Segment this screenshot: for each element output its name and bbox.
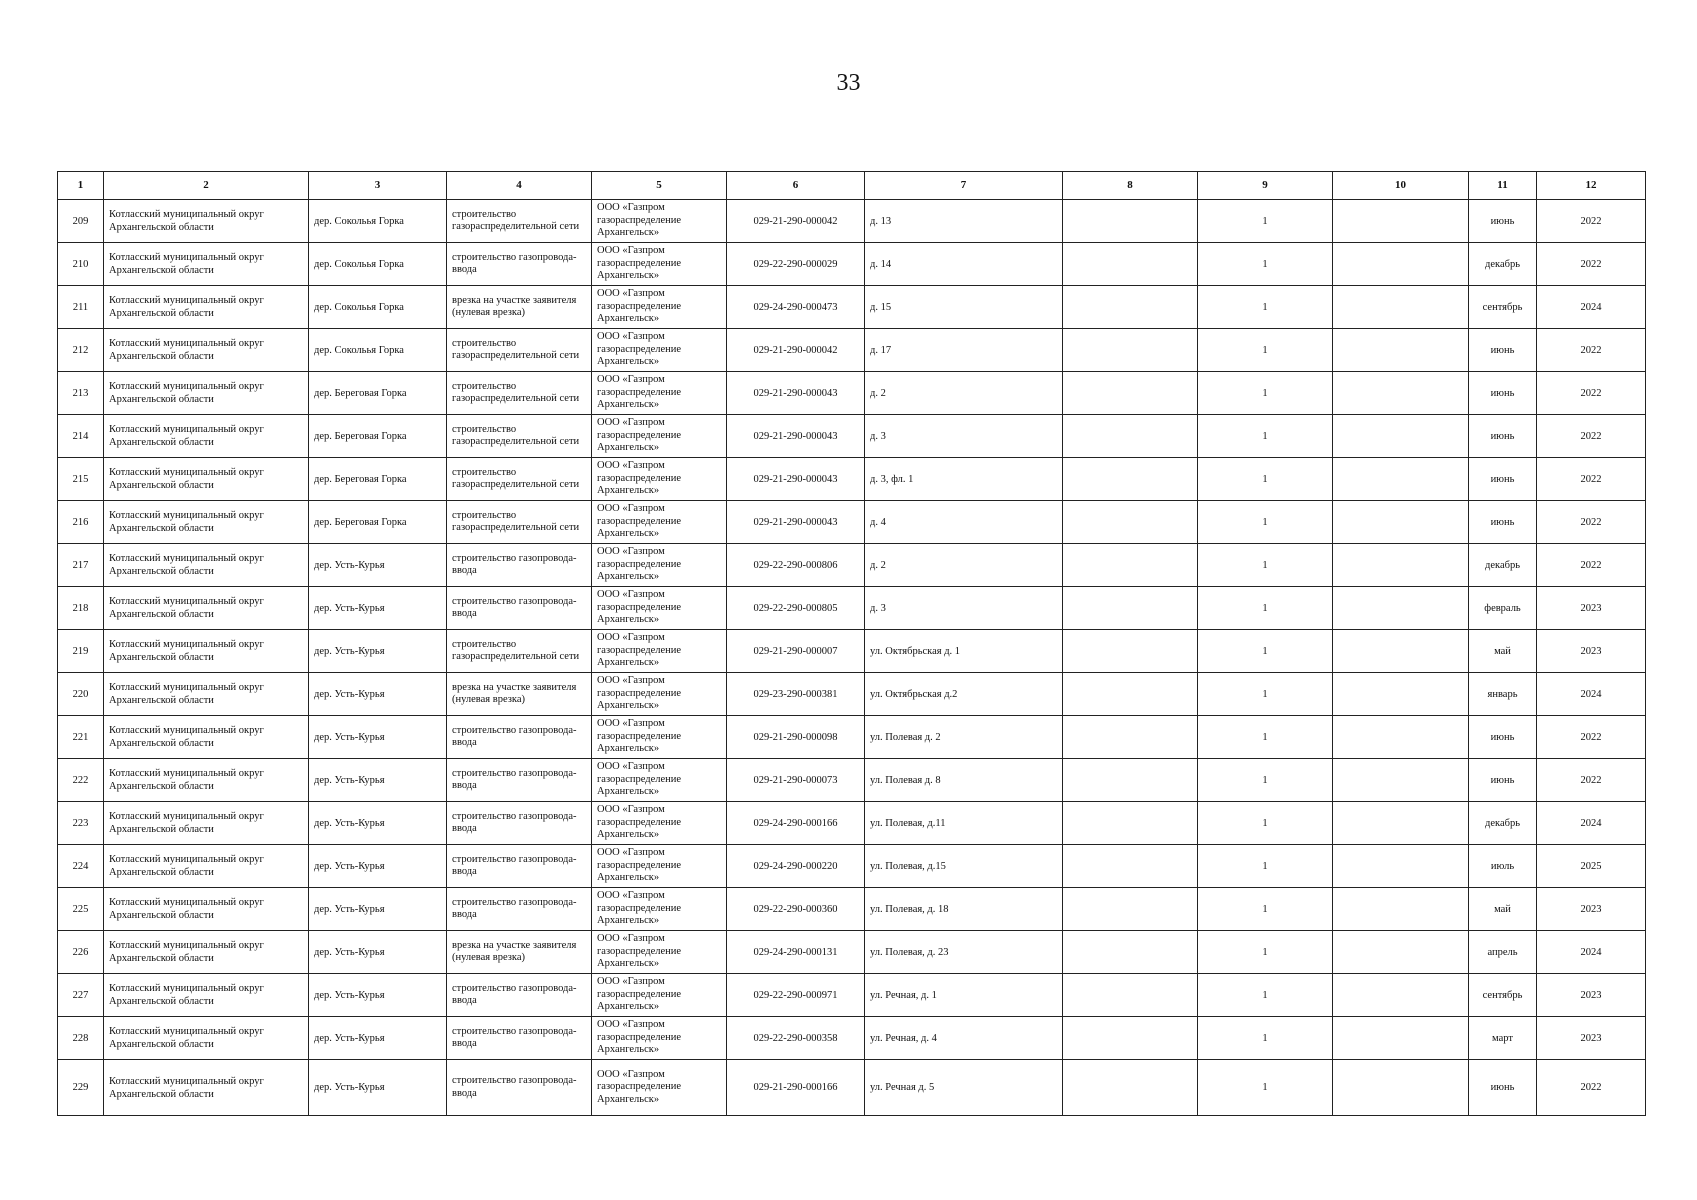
locality-cell: дер. Сокольья Горка	[309, 200, 447, 243]
organization-cell: ООО «Газпром газораспределение Архангельск»	[592, 458, 727, 501]
column-header-6: 6	[727, 172, 865, 200]
address-cell: ул. Полевая, д.11	[865, 802, 1063, 845]
year-cell: 2022	[1537, 415, 1646, 458]
quantity-cell: 1	[1198, 802, 1333, 845]
month-cell: февраль	[1469, 587, 1537, 630]
locality-cell: дер. Сокольья Горка	[309, 286, 447, 329]
month-cell: июнь	[1469, 501, 1537, 544]
organization-cell: ООО «Газпром газораспределение Архангельск»	[592, 200, 727, 243]
address-cell: д. 2	[865, 544, 1063, 587]
month-cell: июнь	[1469, 329, 1537, 372]
year-cell: 2022	[1537, 329, 1646, 372]
work-type-cell: врезка на участке заявителя (нулевая врезка)	[447, 931, 592, 974]
table-row	[58, 845, 1646, 888]
organization-cell: ООО «Газпром газораспределение Архангельск»	[592, 243, 727, 286]
column-8-cell	[1063, 458, 1198, 501]
column-8-cell	[1063, 673, 1198, 716]
district-cell: Котласский муниципальный округ Архангельской области	[104, 673, 309, 716]
contract-code-cell: 029-22-290-000971	[727, 974, 865, 1017]
contract-code-cell: 029-22-290-000805	[727, 587, 865, 630]
organization-cell: ООО «Газпром газораспределение Архангельск»	[592, 630, 727, 673]
row-number: 228	[58, 1017, 104, 1060]
address-cell: ул. Полевая д. 8	[865, 759, 1063, 802]
locality-cell: дер. Береговая Горка	[309, 501, 447, 544]
column-header-5: 5	[592, 172, 727, 200]
table-row	[58, 974, 1646, 1017]
column-10-cell	[1333, 931, 1469, 974]
district-cell: Котласский муниципальный округ Архангельской области	[104, 1060, 309, 1116]
organization-cell: ООО «Газпром газораспределение Архангельск»	[592, 716, 727, 759]
row-number: 218	[58, 587, 104, 630]
contract-code-cell: 029-21-290-000043	[727, 415, 865, 458]
row-number: 224	[58, 845, 104, 888]
table-body	[58, 200, 1646, 1116]
column-10-cell	[1333, 544, 1469, 587]
table-row	[58, 931, 1646, 974]
year-cell: 2023	[1537, 1017, 1646, 1060]
organization-cell: ООО «Газпром газораспределение Архангельск»	[592, 501, 727, 544]
month-cell: сентябрь	[1469, 974, 1537, 1017]
month-cell: декабрь	[1469, 802, 1537, 845]
year-cell: 2022	[1537, 501, 1646, 544]
district-cell: Котласский муниципальный округ Архангельской области	[104, 802, 309, 845]
work-type-cell: строительство газораспределительной сети	[447, 501, 592, 544]
row-number: 227	[58, 974, 104, 1017]
month-cell: март	[1469, 1017, 1537, 1060]
organization-cell: ООО «Газпром газораспределение Архангельск»	[592, 673, 727, 716]
table-row	[58, 501, 1646, 544]
year-cell: 2024	[1537, 286, 1646, 329]
month-cell: декабрь	[1469, 544, 1537, 587]
locality-cell: дер. Усть-Курья	[309, 802, 447, 845]
column-8-cell	[1063, 200, 1198, 243]
district-cell: Котласский муниципальный округ Архангельской области	[104, 587, 309, 630]
table-row	[58, 458, 1646, 501]
district-cell: Котласский муниципальный округ Архангельской области	[104, 415, 309, 458]
month-cell: июль	[1469, 845, 1537, 888]
district-cell: Котласский муниципальный округ Архангельской области	[104, 372, 309, 415]
organization-cell: ООО «Газпром газораспределение Архангельск»	[592, 1060, 727, 1116]
contract-code-cell: 029-22-290-000358	[727, 1017, 865, 1060]
row-number: 220	[58, 673, 104, 716]
district-cell: Котласский муниципальный округ Архангельской области	[104, 329, 309, 372]
column-10-cell	[1333, 200, 1469, 243]
column-10-cell	[1333, 243, 1469, 286]
district-cell: Котласский муниципальный округ Архангельской области	[104, 931, 309, 974]
column-8-cell	[1063, 759, 1198, 802]
contract-code-cell: 029-24-290-000220	[727, 845, 865, 888]
month-cell: апрель	[1469, 931, 1537, 974]
locality-cell: дер. Усть-Курья	[309, 1060, 447, 1116]
column-8-cell	[1063, 587, 1198, 630]
column-10-cell	[1333, 286, 1469, 329]
district-cell: Котласский муниципальный округ Архангельской области	[104, 286, 309, 329]
column-10-cell	[1333, 802, 1469, 845]
organization-cell: ООО «Газпром газораспределение Архангельск»	[592, 587, 727, 630]
table-row	[58, 243, 1646, 286]
month-cell: июнь	[1469, 759, 1537, 802]
column-8-cell	[1063, 845, 1198, 888]
month-cell: июнь	[1469, 458, 1537, 501]
address-cell: д. 3, фл. 1	[865, 458, 1063, 501]
month-cell: май	[1469, 888, 1537, 931]
locality-cell: дер. Усть-Курья	[309, 1017, 447, 1060]
locality-cell: дер. Береговая Горка	[309, 372, 447, 415]
year-cell: 2022	[1537, 458, 1646, 501]
district-cell: Котласский муниципальный округ Архангельской области	[104, 501, 309, 544]
column-8-cell	[1063, 329, 1198, 372]
contract-code-cell: 029-21-290-000042	[727, 329, 865, 372]
year-cell: 2023	[1537, 630, 1646, 673]
column-10-cell	[1333, 1017, 1469, 1060]
row-number: 214	[58, 415, 104, 458]
column-8-cell	[1063, 243, 1198, 286]
address-cell: д. 14	[865, 243, 1063, 286]
column-header-9: 9	[1198, 172, 1333, 200]
year-cell: 2022	[1537, 372, 1646, 415]
organization-cell: ООО «Газпром газораспределение Архангельск»	[592, 415, 727, 458]
row-number: 210	[58, 243, 104, 286]
district-cell: Котласский муниципальный округ Архангельской области	[104, 888, 309, 931]
month-cell: май	[1469, 630, 1537, 673]
address-cell: д. 3	[865, 415, 1063, 458]
year-cell: 2023	[1537, 888, 1646, 931]
column-8-cell	[1063, 1017, 1198, 1060]
table-row	[58, 1017, 1646, 1060]
table-row	[58, 372, 1646, 415]
month-cell: июнь	[1469, 372, 1537, 415]
quantity-cell: 1	[1198, 415, 1333, 458]
quantity-cell: 1	[1198, 544, 1333, 587]
work-type-cell: строительство газопровода-ввода	[447, 587, 592, 630]
column-8-cell	[1063, 286, 1198, 329]
quantity-cell: 1	[1198, 931, 1333, 974]
row-number: 221	[58, 716, 104, 759]
district-cell: Котласский муниципальный округ Архангельской области	[104, 845, 309, 888]
column-8-cell	[1063, 1060, 1198, 1116]
quantity-cell: 1	[1198, 630, 1333, 673]
column-8-cell	[1063, 544, 1198, 587]
year-cell: 2022	[1537, 1060, 1646, 1116]
table-row	[58, 888, 1646, 931]
work-type-cell: строительство газопровода-ввода	[447, 888, 592, 931]
locality-cell: дер. Сокольья Горка	[309, 329, 447, 372]
row-number: 209	[58, 200, 104, 243]
locality-cell: дер. Усть-Курья	[309, 759, 447, 802]
work-type-cell: строительство газопровода-ввода	[447, 974, 592, 1017]
column-10-cell	[1333, 372, 1469, 415]
table-row	[58, 286, 1646, 329]
row-number: 222	[58, 759, 104, 802]
district-cell: Котласский муниципальный округ Архангельской области	[104, 1017, 309, 1060]
year-cell: 2022	[1537, 243, 1646, 286]
work-type-cell: строительство газораспределительной сети	[447, 200, 592, 243]
quantity-cell: 1	[1198, 888, 1333, 931]
year-cell: 2024	[1537, 931, 1646, 974]
work-type-cell: строительство газопровода-ввода	[447, 243, 592, 286]
address-cell: д. 17	[865, 329, 1063, 372]
column-8-cell	[1063, 716, 1198, 759]
organization-cell: ООО «Газпром газораспределение Архангельск»	[592, 329, 727, 372]
row-number: 212	[58, 329, 104, 372]
table-row	[58, 716, 1646, 759]
address-cell: ул. Октябрьская д.2	[865, 673, 1063, 716]
work-type-cell: строительство газопровода-ввода	[447, 845, 592, 888]
column-header-12: 12	[1537, 172, 1646, 200]
locality-cell: дер. Усть-Курья	[309, 587, 447, 630]
row-number: 225	[58, 888, 104, 931]
month-cell: июнь	[1469, 200, 1537, 243]
row-number: 217	[58, 544, 104, 587]
address-cell: д. 13	[865, 200, 1063, 243]
year-cell: 2023	[1537, 974, 1646, 1017]
contract-code-cell: 029-21-290-000043	[727, 501, 865, 544]
organization-cell: ООО «Газпром газораспределение Архангельск»	[592, 845, 727, 888]
month-cell: сентябрь	[1469, 286, 1537, 329]
organization-cell: ООО «Газпром газораспределение Архангельск»	[592, 759, 727, 802]
column-10-cell	[1333, 329, 1469, 372]
column-8-cell	[1063, 802, 1198, 845]
table-row	[58, 544, 1646, 587]
contract-code-cell: 029-22-290-000360	[727, 888, 865, 931]
district-cell: Котласский муниципальный округ Архангельской области	[104, 544, 309, 587]
column-10-cell	[1333, 974, 1469, 1017]
table-row	[58, 759, 1646, 802]
work-type-cell: строительство газопровода-ввода	[447, 1060, 592, 1116]
table-row	[58, 587, 1646, 630]
row-number: 219	[58, 630, 104, 673]
work-type-cell: строительство газораспределительной сети	[447, 458, 592, 501]
header-row	[58, 172, 1646, 200]
locality-cell: дер. Усть-Курья	[309, 716, 447, 759]
month-cell: июнь	[1469, 415, 1537, 458]
row-number: 216	[58, 501, 104, 544]
column-10-cell	[1333, 673, 1469, 716]
row-number: 211	[58, 286, 104, 329]
quantity-cell: 1	[1198, 200, 1333, 243]
quantity-cell: 1	[1198, 673, 1333, 716]
address-cell: д. 2	[865, 372, 1063, 415]
organization-cell: ООО «Газпром газораспределение Архангельск»	[592, 974, 727, 1017]
work-type-cell: строительство газопровода-ввода	[447, 544, 592, 587]
contract-code-cell: 029-21-290-000073	[727, 759, 865, 802]
locality-cell: дер. Усть-Курья	[309, 974, 447, 1017]
quantity-cell: 1	[1198, 587, 1333, 630]
contract-code-cell: 029-21-290-000042	[727, 200, 865, 243]
district-cell: Котласский муниципальный округ Архангельской области	[104, 200, 309, 243]
month-cell: декабрь	[1469, 243, 1537, 286]
locality-cell: дер. Усть-Курья	[309, 931, 447, 974]
table-row	[58, 415, 1646, 458]
contract-code-cell: 029-21-290-000098	[727, 716, 865, 759]
district-cell: Котласский муниципальный округ Архангельской области	[104, 759, 309, 802]
organization-cell: ООО «Газпром газораспределение Архангельск»	[592, 931, 727, 974]
column-10-cell	[1333, 759, 1469, 802]
district-cell: Котласский муниципальный округ Архангельской области	[104, 974, 309, 1017]
year-cell: 2022	[1537, 200, 1646, 243]
work-type-cell: строительство газопровода-ввода	[447, 802, 592, 845]
table-row	[58, 673, 1646, 716]
organization-cell: ООО «Газпром газораспределение Архангельск»	[592, 888, 727, 931]
row-number: 223	[58, 802, 104, 845]
table-row	[58, 329, 1646, 372]
address-cell: ул. Полевая, д. 23	[865, 931, 1063, 974]
table-row	[58, 200, 1646, 243]
column-8-cell	[1063, 931, 1198, 974]
register-table	[57, 171, 1646, 1116]
contract-code-cell: 029-21-290-000007	[727, 630, 865, 673]
table-row	[58, 802, 1646, 845]
locality-cell: дер. Береговая Горка	[309, 458, 447, 501]
work-type-cell: врезка на участке заявителя (нулевая врезка)	[447, 286, 592, 329]
column-10-cell	[1333, 587, 1469, 630]
locality-cell: дер. Усть-Курья	[309, 673, 447, 716]
row-number: 229	[58, 1060, 104, 1116]
table-row	[58, 1060, 1646, 1116]
column-8-cell	[1063, 888, 1198, 931]
column-header-1: 1	[58, 172, 104, 200]
column-8-cell	[1063, 372, 1198, 415]
quantity-cell: 1	[1198, 243, 1333, 286]
month-cell: июнь	[1469, 1060, 1537, 1116]
contract-code-cell: 029-23-290-000381	[727, 673, 865, 716]
quantity-cell: 1	[1198, 329, 1333, 372]
column-10-cell	[1333, 458, 1469, 501]
month-cell: июнь	[1469, 716, 1537, 759]
column-10-cell	[1333, 501, 1469, 544]
organization-cell: ООО «Газпром газораспределение Архангельск»	[592, 1017, 727, 1060]
organization-cell: ООО «Газпром газораспределение Архангельск»	[592, 544, 727, 587]
locality-cell: дер. Сокольья Горка	[309, 243, 447, 286]
quantity-cell: 1	[1198, 845, 1333, 888]
column-10-cell	[1333, 845, 1469, 888]
column-header-4: 4	[447, 172, 592, 200]
column-10-cell	[1333, 630, 1469, 673]
year-cell: 2024	[1537, 673, 1646, 716]
work-type-cell: врезка на участке заявителя (нулевая врезка)	[447, 673, 592, 716]
year-cell: 2023	[1537, 587, 1646, 630]
quantity-cell: 1	[1198, 372, 1333, 415]
quantity-cell: 1	[1198, 501, 1333, 544]
organization-cell: ООО «Газпром газораспределение Архангельск»	[592, 802, 727, 845]
quantity-cell: 1	[1198, 974, 1333, 1017]
quantity-cell: 1	[1198, 759, 1333, 802]
quantity-cell: 1	[1198, 458, 1333, 501]
page-number: 33	[836, 70, 861, 96]
locality-cell: дер. Усть-Курья	[309, 845, 447, 888]
column-8-cell	[1063, 415, 1198, 458]
year-cell: 2022	[1537, 544, 1646, 587]
organization-cell: ООО «Газпром газораспределение Архангельск»	[592, 286, 727, 329]
row-number: 215	[58, 458, 104, 501]
locality-cell: дер. Усть-Курья	[309, 630, 447, 673]
column-8-cell	[1063, 630, 1198, 673]
address-cell: ул. Речная, д. 4	[865, 1017, 1063, 1060]
work-type-cell: строительство газораспределительной сети	[447, 372, 592, 415]
contract-code-cell: 029-21-290-000166	[727, 1060, 865, 1116]
district-cell: Котласский муниципальный округ Архангельской области	[104, 243, 309, 286]
address-cell: ул. Полевая д. 2	[865, 716, 1063, 759]
address-cell: д. 4	[865, 501, 1063, 544]
district-cell: Котласский муниципальный округ Архангельской области	[104, 630, 309, 673]
column-8-cell	[1063, 974, 1198, 1017]
column-header-3: 3	[309, 172, 447, 200]
column-10-cell	[1333, 415, 1469, 458]
work-type-cell: строительство газопровода-ввода	[447, 759, 592, 802]
column-10-cell	[1333, 716, 1469, 759]
contract-code-cell: 029-21-290-000043	[727, 458, 865, 501]
work-type-cell: строительство газораспределительной сети	[447, 415, 592, 458]
address-cell: д. 15	[865, 286, 1063, 329]
column-header-2: 2	[104, 172, 309, 200]
quantity-cell: 1	[1198, 286, 1333, 329]
address-cell: ул. Речная д. 5	[865, 1060, 1063, 1116]
work-type-cell: строительство газопровода-ввода	[447, 1017, 592, 1060]
column-10-cell	[1333, 888, 1469, 931]
column-10-cell	[1333, 1060, 1469, 1116]
column-header-7: 7	[865, 172, 1063, 200]
table-row	[58, 630, 1646, 673]
month-cell: январь	[1469, 673, 1537, 716]
address-cell: ул. Полевая, д.15	[865, 845, 1063, 888]
district-cell: Котласский муниципальный округ Архангельской области	[104, 716, 309, 759]
column-8-cell	[1063, 501, 1198, 544]
year-cell: 2022	[1537, 716, 1646, 759]
year-cell: 2022	[1537, 759, 1646, 802]
quantity-cell: 1	[1198, 716, 1333, 759]
column-header-8: 8	[1063, 172, 1198, 200]
year-cell: 2024	[1537, 802, 1646, 845]
contract-code-cell: 029-21-290-000043	[727, 372, 865, 415]
locality-cell: дер. Усть-Курья	[309, 544, 447, 587]
organization-cell: ООО «Газпром газораспределение Архангельск»	[592, 372, 727, 415]
quantity-cell: 1	[1198, 1060, 1333, 1116]
district-cell: Котласский муниципальный округ Архангельской области	[104, 458, 309, 501]
contract-code-cell: 029-24-290-000131	[727, 931, 865, 974]
contract-code-cell: 029-24-290-000166	[727, 802, 865, 845]
address-cell: д. 3	[865, 587, 1063, 630]
column-header-10: 10	[1333, 172, 1469, 200]
contract-code-cell: 029-24-290-000473	[727, 286, 865, 329]
address-cell: ул. Полевая, д. 18	[865, 888, 1063, 931]
column-header-11: 11	[1469, 172, 1537, 200]
locality-cell: дер. Усть-Курья	[309, 888, 447, 931]
work-type-cell: строительство газопровода-ввода	[447, 716, 592, 759]
row-number: 213	[58, 372, 104, 415]
quantity-cell: 1	[1198, 1017, 1333, 1060]
contract-code-cell: 029-22-290-000806	[727, 544, 865, 587]
locality-cell: дер. Береговая Горка	[309, 415, 447, 458]
address-cell: ул. Октябрьская д. 1	[865, 630, 1063, 673]
contract-code-cell: 029-22-290-000029	[727, 243, 865, 286]
row-number: 226	[58, 931, 104, 974]
year-cell: 2025	[1537, 845, 1646, 888]
work-type-cell: строительство газораспределительной сети	[447, 329, 592, 372]
address-cell: ул. Речная, д. 1	[865, 974, 1063, 1017]
work-type-cell: строительство газораспределительной сети	[447, 630, 592, 673]
